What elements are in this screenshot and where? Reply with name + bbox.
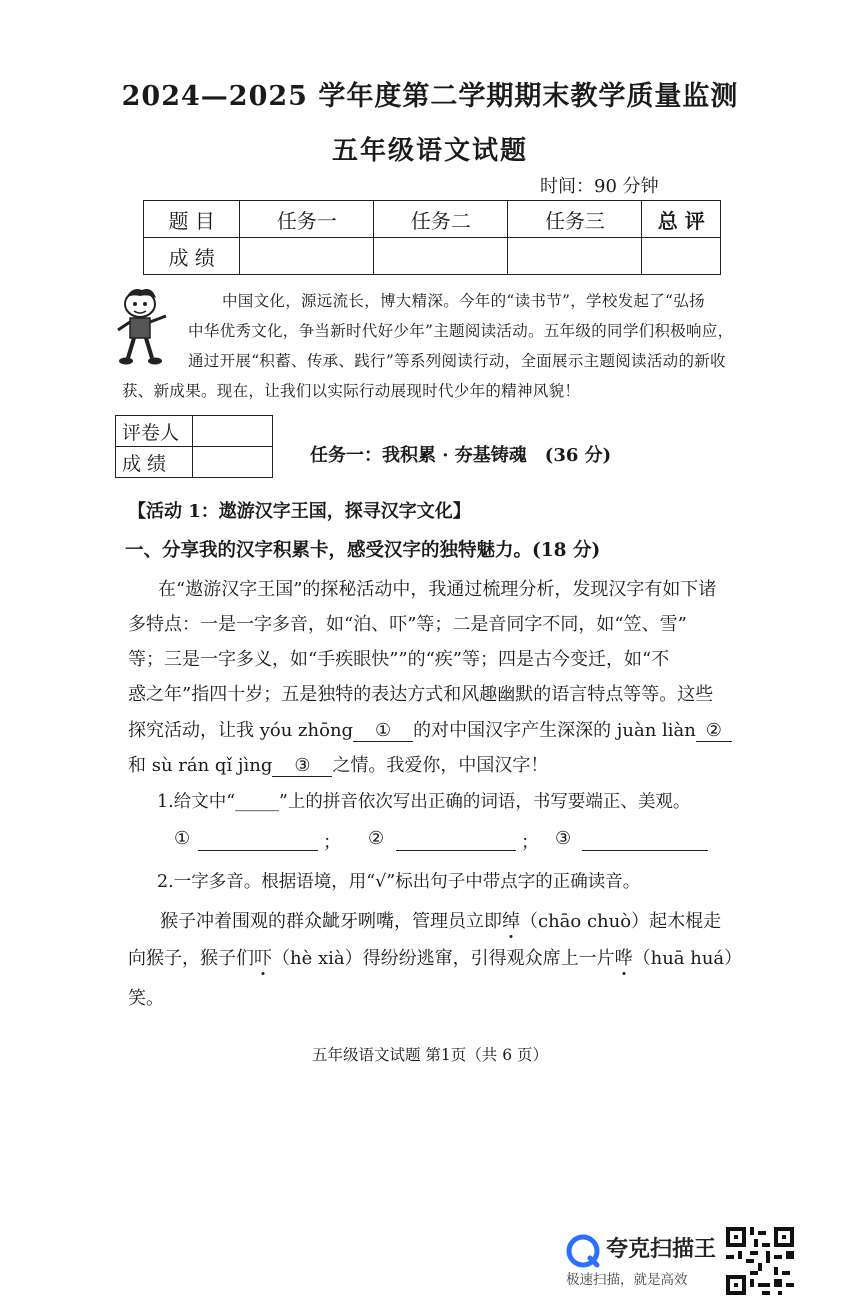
passage-line: 等；三是一字多义，如“手疾眼快””的“疾”等；四是古今变迁，如“不	[128, 649, 670, 670]
score-cell[interactable]	[240, 238, 374, 275]
intro-line: 中国文化，源远流长，博大精深。今年的“读书节”，学校发起了“弘扬	[222, 292, 705, 310]
answer-field-2[interactable]	[396, 828, 516, 851]
blank-3[interactable]: ③	[272, 755, 332, 777]
blank-1[interactable]: ①	[353, 720, 413, 742]
grader-score-label: 成 绩	[116, 447, 193, 478]
exam-title: 2024—2025 学年度第二学期期末教学质量监测	[121, 81, 739, 112]
score-header-cell: 题 目	[144, 201, 240, 238]
score-header-cell: 任务一	[240, 201, 374, 238]
pinyin-options[interactable]: （hè xià）得纷纷逃窜，引得观众席上一片	[272, 948, 615, 969]
activity1-heading: 【活动 1：遨游汉字王国，探寻汉字文化】	[128, 501, 471, 522]
passage-line: 惑之年”指四十岁；五是独特的表达方式和风趣幽默的语言特点等等。这些	[128, 684, 714, 705]
cartoon-boy-icon	[112, 286, 174, 368]
answer-label: ③	[555, 828, 572, 849]
score-header-cell: 总 评	[642, 201, 721, 238]
intro-line: 通过开展“积蓄、传承、践行”等系列阅读行动，全面展示主题阅读活动的新收	[188, 352, 726, 370]
score-cell[interactable]	[508, 238, 642, 275]
score-header-cell: 任务二	[374, 201, 508, 238]
dotted-char: 绰	[502, 911, 520, 932]
grader-cell[interactable]	[193, 416, 273, 447]
grader-score-cell[interactable]	[193, 447, 273, 478]
intro-line: 获、新成果。现在，让我们以实际行动展现时代少年的精神风貌！	[122, 382, 581, 400]
pinyin-options[interactable]: （huā huá）	[632, 948, 743, 969]
answer-field-3[interactable]	[582, 828, 708, 851]
passage-text: 探究活动，让我 yóu zhōng	[128, 720, 354, 741]
score-row-label: 成 绩	[144, 238, 240, 275]
passage-line	[128, 751, 748, 777]
answer-sep: ；	[323, 832, 341, 853]
score-table-header	[144, 201, 721, 238]
scanner-logo-icon	[566, 1234, 600, 1268]
answer-label: ②	[368, 828, 385, 849]
page-footer: 五年级语文试题 第1页（共 6 页）	[311, 1046, 548, 1064]
passage-line: 多特点：一是一字多音，如“泊、吓”等；二是音同字不同，如“笠、雪”	[128, 614, 687, 635]
passage-line: 在“遨游汉字王国”的探秘活动中，我通过梳理分析，发现汉字有如下诸	[158, 579, 717, 600]
exam-time: 时间：90 分钟	[540, 176, 659, 197]
score-cell[interactable]	[642, 238, 721, 275]
sentence-text: 向猴子，猴子们	[128, 948, 254, 969]
passage-text: 之情。我爱你，中国汉字！	[332, 755, 549, 776]
passage-text: 的对中国汉字产生深深的 juàn liàn	[413, 720, 696, 741]
dotted-char: 哗	[614, 948, 633, 969]
blank-2[interactable]: ②	[696, 720, 732, 742]
grader-label: 评卷人	[116, 416, 193, 447]
task1-title: 任务一：我积累 · 夯基铸魂 (36 分)	[310, 445, 612, 466]
sub-question-2: 2.一字多音。根据语境，用“√”标出句子中带点字的正确读音。	[157, 872, 641, 892]
answer-label: ①	[174, 828, 191, 849]
pinyin-options[interactable]: （chāo chuò）起木棍走	[520, 911, 722, 932]
sentence-line	[128, 944, 748, 970]
scanner-name: 夸克扫描王	[606, 1237, 717, 1262]
sentence-line	[160, 907, 780, 933]
answer-sep: ；	[521, 832, 539, 853]
exam-subtitle: 五年级语文试题	[331, 136, 528, 166]
sub-question-1: 1.给文中“_____”上的拼音依次写出正确的词语，书写要端正、美观。	[157, 792, 691, 812]
score-cell[interactable]	[374, 238, 508, 275]
qr-code-icon	[726, 1227, 794, 1295]
answer-field-1[interactable]	[198, 828, 318, 851]
grader-table	[115, 415, 273, 478]
passage-text: 和 sù rán qǐ jìng	[128, 755, 273, 776]
passage-line	[128, 716, 748, 742]
dotted-char: 吓	[254, 948, 272, 969]
sentence-text: 猴子冲着围观的群众龇牙咧嘴，管理员立即	[160, 911, 502, 932]
score-header-cell: 任务三	[508, 201, 642, 238]
score-table-row	[144, 238, 721, 275]
question1-heading: 一、分享我的汉字积累卡，感受汉字的独特魅力。(18 分)	[125, 540, 601, 561]
sentence-line: 笑。	[128, 988, 164, 1009]
score-table	[143, 200, 721, 275]
intro-line: 中华优秀文化，争当新时代好少年”主题阅读活动。五年级的同学们积极响应，	[188, 322, 734, 340]
scanner-tagline: 极速扫描，就是高效	[566, 1272, 688, 1288]
